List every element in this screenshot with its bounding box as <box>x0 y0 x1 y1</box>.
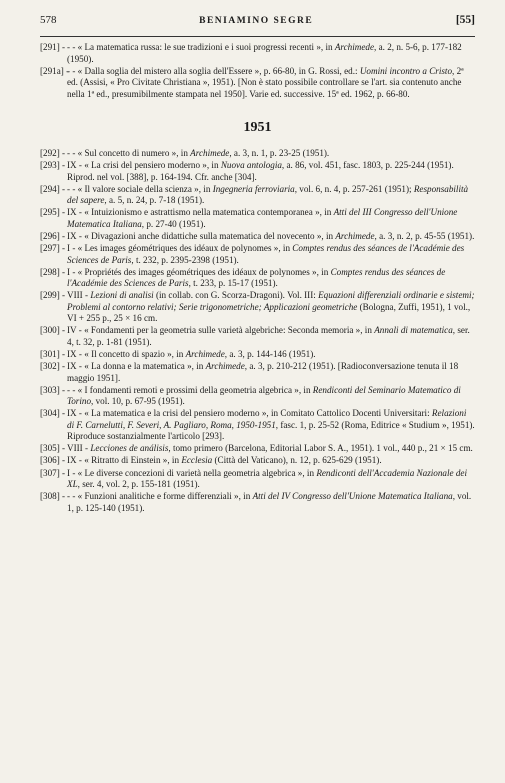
entry-text: IX - « La crisi del pensiero moderno », in <box>67 160 221 171</box>
bibliography-entry <box>40 491 475 514</box>
bibliography-entry <box>40 349 475 361</box>
bibliography-entry <box>40 443 475 455</box>
bibliography-entry <box>40 160 475 183</box>
entry-text: , a. 5, n. 24, p. 7-18 (1951). <box>104 195 205 206</box>
bibliography-entry <box>40 290 475 325</box>
entry-italic: Archimede <box>334 42 375 52</box>
entry-text: , fasc. 1, p. 25-52 (Roma, Editrice « Studium », 1951). Riproduce sostanzialmente l'articolo [293]. <box>67 419 475 442</box>
bibliography-entry <box>40 66 475 101</box>
entry-text: , a. 86, vol. 451, fasc. 1803, p. 225-244 (1951). Riprod. nel vol. [388], p. 164-194. Cfr. anche [304]. <box>67 160 454 182</box>
entry-number: [304] - <box>40 408 66 419</box>
entry-text: (in collab. con G. Scorza-Dragoni). Vol. III: <box>153 290 319 301</box>
entry-text: , vol. 6, n. 4, p. 257-261 (1951); <box>294 183 414 194</box>
bibliography-entry <box>40 455 475 467</box>
entry-number: [296] - <box>40 231 66 242</box>
entry-text: IX - « Il concetto di spazio », in <box>67 349 186 360</box>
section-number: [55] <box>455 14 475 26</box>
entry-number: [291] - <box>40 42 66 52</box>
bibliography-entry <box>40 231 475 243</box>
entry-text: IV - « Fondamenti per la geometria sulle varietà algebriche: Seconda memoria », in <box>67 325 375 336</box>
entry-text: - - « Il valore sociale della scienza », in <box>67 183 213 194</box>
entry-number: [303] - <box>40 384 66 395</box>
entry-italic: Rendiconti del Seminario Matematico di Torino <box>67 384 461 407</box>
entry-number: [302] - <box>40 361 66 372</box>
entry-text: , ser. 4, t. 32, p. 1-81 (1951). <box>67 325 470 347</box>
entry-text: IX - « La donna e la matematica », in <box>67 361 206 372</box>
entry-number: [291a] - <box>40 65 70 76</box>
bibliography-entry <box>40 243 475 266</box>
entry-number: [298] - <box>40 266 66 277</box>
entry-number: [308] - <box>40 491 66 502</box>
entry-text: - - « I fondamenti remoti e prossimi della geometria algebrica », in <box>67 384 313 395</box>
bibliography-entry <box>40 148 475 160</box>
entry-text: (Città del Vaticano), n. 12, p. 625-629 (1951). <box>212 455 382 466</box>
entry-text: , a. 3, p. 144-146 (1951). <box>224 349 316 360</box>
bibliography-entry <box>40 468 475 491</box>
entry-text: - - « Dalla soglia del mistero alla soglia dell'Essere », p. 66-80, in G. Rossi, ed.: <box>67 65 360 76</box>
entry-text: VIII - <box>67 443 91 454</box>
entry-text: VIII - <box>67 290 91 301</box>
entry-text: , t. 232, p. 2395-2398 (1951). <box>131 254 239 265</box>
year-heading: 1951 <box>243 120 272 136</box>
bibliography-entry <box>40 42 475 65</box>
entry-number: [295] - <box>40 207 66 218</box>
entry-number: [294] - <box>40 183 66 194</box>
bibliography-entry <box>40 361 475 384</box>
entry-text: IX - « La matematica e la crisi del pensiero moderno », in Comitato Cattolico Docenti Universitari: <box>67 408 432 419</box>
bibliography-entry <box>40 385 475 408</box>
bibliography-entry <box>40 325 475 348</box>
entry-number: [301] - <box>40 349 66 360</box>
entry-text: - - « La matematica russa: le sue tradizioni e i suoi progressi recenti », in <box>67 42 335 52</box>
running-header <box>40 14 475 34</box>
entry-number: [293] - <box>40 160 66 171</box>
entry-text: , a. 3, n. 1, p. 23-25 (1951). <box>229 148 330 159</box>
entry-italic: Annali di matematica <box>374 325 453 336</box>
bibliography-list <box>40 148 475 514</box>
header-rule <box>40 36 475 37</box>
bibliography-entry <box>40 408 475 443</box>
entry-italic: Lecciones de análisis <box>90 443 169 454</box>
entry-italic: Archimede <box>185 349 225 360</box>
entry-italic: Ingegneria ferroviaria <box>212 183 295 194</box>
entry-italic: Atti del IV Congresso dell'Unione Matematica Italiana <box>252 491 453 502</box>
entry-text: IX - « Intuizionismo e astrattismo nella matematica contemporanea », in <box>67 207 334 218</box>
entry-text: , a. 2, n. 5-6, p. 177-182 (1950). <box>67 42 462 64</box>
entry-italic: Responsabilità del sapere <box>67 183 469 206</box>
entry-text: , t. 233, p. 15-17 (1951). <box>188 278 278 289</box>
entry-number: [299] - <box>40 290 66 301</box>
entry-italic: Rendiconti dell'Accademia Nazionale dei XL <box>67 467 468 490</box>
entry-text: , vol. 10, p. 67-95 (1951). <box>91 396 185 407</box>
entry-italic: Ecclesia <box>181 455 213 466</box>
entry-italic: Equazioni differenziali ordinarie e sistemi; Problemi al contorno relativi; Serie trigonometriche; Applicazioni geometriche <box>67 290 475 312</box>
entries-before <box>40 42 475 100</box>
page-number: 578 <box>40 14 57 26</box>
entry-text: I - « Le diverse concezioni di varietà nella geometria algebrica », in <box>67 467 317 478</box>
entry-text: , a. 3, p. 210-212 (1951). [Radioconversazione tenuta il 18 maggio 1951]. <box>67 361 459 383</box>
entry-number: [307] - <box>40 467 66 478</box>
entry-text: , ser. 4, vol. 2, p. 155-181 (1951). <box>77 479 200 490</box>
entry-text: , vol. 1, p. 125-140 (1951). <box>67 491 472 513</box>
entry-italic: Comptes rendus des séances de l'Académie des Sciences de Paris <box>67 243 465 265</box>
entry-text: IX - « Ritratto di Einstein », in <box>67 455 182 466</box>
entry-number: [306] - <box>40 455 66 466</box>
entry-number: [292] - <box>40 148 66 159</box>
entry-text: , p. 27-40 (1951). <box>141 219 206 230</box>
entry-text: I - « Les images géométriques des idéaux de polynomes », in <box>67 243 293 254</box>
bibliography-entry <box>40 184 475 207</box>
entry-number: [300] - <box>40 325 66 336</box>
entry-number: [297] - <box>40 243 66 254</box>
entry-italic: Nuova antologia <box>220 160 282 171</box>
entry-text: , 2ª ed. (Assisi, « Pro Civitate Christiana », 1951). [Non è stato possibile controllare se l'art. sia contenuto anche nella 1ª ed., presumibilmente stampata nel 1950]. Varie ed. successive. 15ª ed. 1962, p. 66-80. <box>67 65 464 99</box>
entry-text: IX - « Divagazioni anche didattiche sulla matematica del novecento », in <box>67 231 336 242</box>
entry-italic: Archimede <box>335 231 375 242</box>
entry-number: [305] - <box>40 443 66 454</box>
entry-italic: Archimede <box>190 148 230 159</box>
bibliography-entry <box>40 267 475 290</box>
entry-text: - - « Sul concetto di numero », in <box>67 148 191 159</box>
bibliography-entry <box>40 207 475 230</box>
entry-italic: Comptes rendus des séances de l'Académie des Sciences de Paris <box>67 266 446 289</box>
entry-italic: Archimede <box>205 361 245 372</box>
entry-text: , a. 3, n. 2, p. 45-55 (1951). <box>374 231 475 242</box>
entry-text: (Bologna, Zuffi, 1951), 1 vol., VI + 255 p., 25 × 16 cm. <box>67 301 471 324</box>
entry-italic: Uomini incontro a Cristo <box>359 65 453 76</box>
entry-italic: Lezioni di analisi <box>90 290 154 301</box>
entry-italic: Atti del III Congresso dell'Unione Matematica Italiana <box>67 207 458 230</box>
running-title: BENIAMINO SEGRE <box>199 16 314 26</box>
entry-text: , tomo primero (Barcelona, Editorial Labor S. A., 1951). 1 vol., 440 p., 21 × 15 cm. <box>168 443 473 454</box>
entry-text: - - « Funzioni analitiche e forme differenziali », in <box>67 491 253 502</box>
entry-text: I - « Propriétés des images géométriques des idéaux de polynomes », in <box>67 266 331 277</box>
entry-italic: Relazioni di F. Carnelutti, F. Severi, A. Pagliaro, Roma, 1950-1951 <box>67 408 467 430</box>
